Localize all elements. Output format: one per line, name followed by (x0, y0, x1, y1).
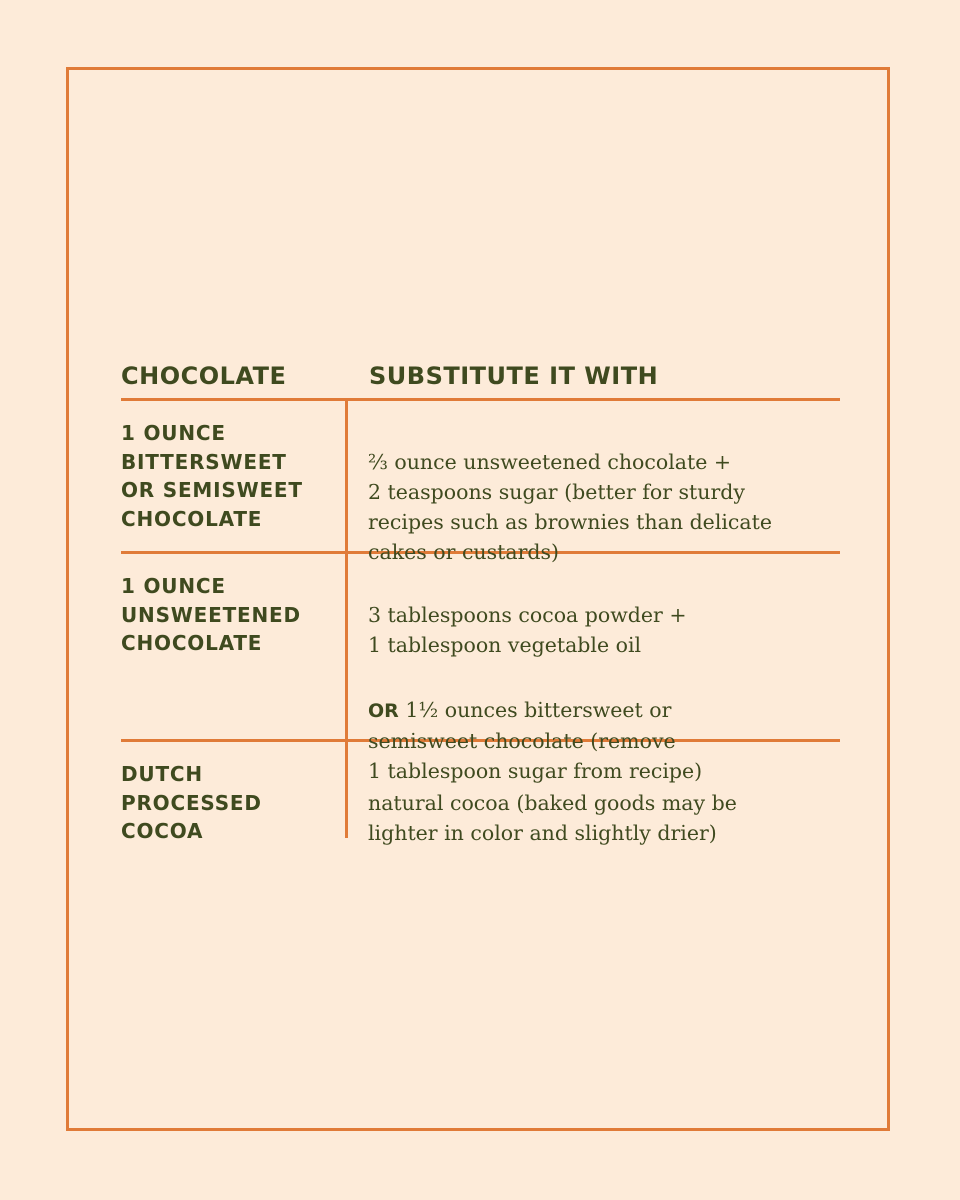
chocolate-cell: DUTCH PROCESSED COCOA (121, 742, 348, 838)
substitution-table (121, 356, 840, 845)
or-label: OR (368, 700, 399, 722)
table-row (121, 401, 840, 564)
substitute-text: natural cocoa (baked goods may be lighter in color and slightly drier) (368, 791, 737, 845)
chocolate-cell: 1 OUNCE BITTERSWEET OR SEMISWEET CHOCOLATE (121, 401, 348, 551)
substitute-text: 3 tablespoons cocoa powder + 1 tablespoon vegetable oil (368, 603, 687, 657)
substitute-cell (348, 401, 773, 564)
table-row (121, 742, 840, 845)
substitute-text: ⅔ ounce unsweetened chocolate + 2 teaspoons sugar (better for sturdy recipes such as brownies than delicate cakes or custards) (368, 450, 773, 564)
header-chocolate: CHOCOLATE (121, 362, 287, 390)
alternative-text: 1½ ounces bittersweet or semisweet chocolate (remove 1 tablespoon sugar from recipe) (368, 698, 703, 783)
substitute-cell (348, 742, 737, 845)
table-row (121, 554, 840, 783)
chocolate-cell: 1 OUNCE UNSWEETENED CHOCOLATE (121, 554, 348, 739)
substitute-cell (348, 554, 703, 783)
header-substitute: SUBSTITUTE IT WITH (369, 362, 659, 390)
table-header-row (121, 356, 840, 401)
